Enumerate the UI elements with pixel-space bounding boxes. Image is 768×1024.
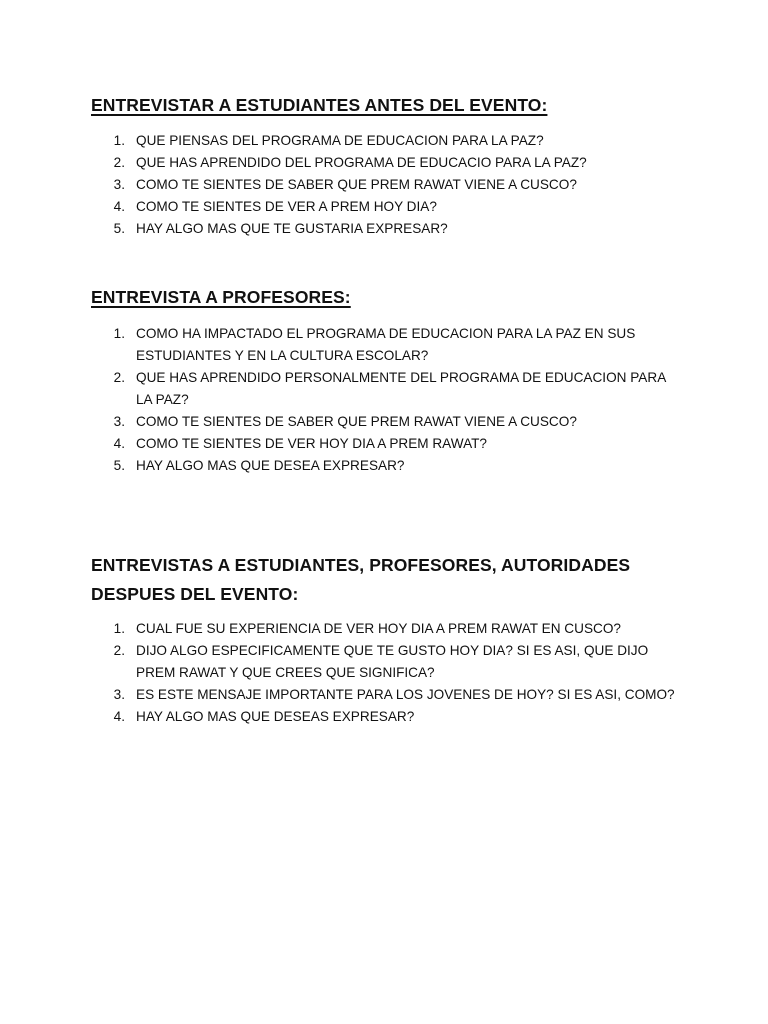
list-item-number: 1. xyxy=(113,326,125,341)
list-item-number: 3. xyxy=(113,414,125,429)
list-item-text: QUE PIENSAS DEL PROGRAMA DE EDUCACION PARA LA PAZ? xyxy=(136,133,544,148)
list-item xyxy=(91,367,676,411)
list-item-text: HAY ALGO MAS QUE DESEA EXPRESAR? xyxy=(136,458,405,473)
list-item-number: 3. xyxy=(113,177,125,192)
list-item-text: COMO TE SIENTES DE VER A PREM HOY DIA? xyxy=(136,199,437,214)
list-item-text: DIJO ALGO ESPECIFICAMENTE QUE TE GUSTO HOY DIA? SI ES ASI, QUE DIJO PREM RAWAT Y QUE CREES QUE SIGNIFICA? xyxy=(136,643,649,680)
list-item-text: HAY ALGO MAS QUE TE GUSTARIA EXPRESAR? xyxy=(136,221,448,236)
list-item xyxy=(91,174,676,196)
section-students-before xyxy=(91,91,691,240)
list-item xyxy=(91,411,676,433)
list-item xyxy=(91,218,676,240)
list-item xyxy=(91,455,676,477)
section-heading: ENTREVISTAR A ESTUDIANTES ANTES DEL EVENTO: xyxy=(91,95,548,115)
list-item xyxy=(91,196,676,218)
list-item-number: 4. xyxy=(113,436,125,451)
list-item-number: 2. xyxy=(113,370,125,385)
list-item-number: 4. xyxy=(113,709,125,724)
list-item-number: 1. xyxy=(113,133,125,148)
list-item-text: QUE HAS APRENDIDO DEL PROGRAMA DE EDUCACIO PARA LA PAZ? xyxy=(136,155,587,170)
list-item-number: 3. xyxy=(113,687,125,702)
question-list xyxy=(91,323,691,477)
list-item-number: 2. xyxy=(113,643,125,658)
list-item-text: ES ESTE MENSAJE IMPORTANTE PARA LOS JOVENES DE HOY? SI ES ASI, COMO? xyxy=(136,687,675,702)
list-item xyxy=(91,323,676,367)
list-item xyxy=(91,130,676,152)
list-item xyxy=(91,706,676,728)
list-item-text: COMO TE SIENTES DE SABER QUE PREM RAWAT VIENE A CUSCO? xyxy=(136,177,577,192)
list-item-text: HAY ALGO MAS QUE DESEAS EXPRESAR? xyxy=(136,709,415,724)
list-item xyxy=(91,684,676,706)
list-item xyxy=(91,152,676,174)
section-teachers xyxy=(91,283,691,477)
section-heading: ENTREVISTA A PROFESORES: xyxy=(91,287,351,307)
list-item-number: 4. xyxy=(113,199,125,214)
list-item-number: 5. xyxy=(113,221,125,236)
list-item xyxy=(91,640,676,684)
list-item-text: COMO HA IMPACTADO EL PROGRAMA DE EDUCACION PARA LA PAZ EN SUS ESTUDIANTES Y EN LA CULTURA ESCOLAR? xyxy=(136,326,636,363)
list-item xyxy=(91,618,676,640)
list-item xyxy=(91,433,676,455)
list-item-text: COMO TE SIENTES DE SABER QUE PREM RAWAT VIENE A CUSCO? xyxy=(136,414,577,429)
question-list xyxy=(91,130,691,240)
list-item-number: 2. xyxy=(113,155,125,170)
list-item-text: QUE HAS APRENDIDO PERSONALMENTE DEL PROGRAMA DE EDUCACION PARA LA PAZ? xyxy=(136,370,666,407)
list-item-text: COMO TE SIENTES DE VER HOY DIA A PREM RAWAT? xyxy=(136,436,487,451)
list-item-number: 1. xyxy=(113,621,125,636)
section-heading: ENTREVISTAS A ESTUDIANTES, PROFESORES, AUTORIDADES DESPUES DEL EVENTO: xyxy=(91,555,631,604)
question-list xyxy=(91,618,691,728)
list-item-text: CUAL FUE SU EXPERIENCIA DE VER HOY DIA A PREM RAWAT EN CUSCO? xyxy=(136,621,621,636)
section-after-event xyxy=(91,551,691,728)
list-item-number: 5. xyxy=(113,458,125,473)
